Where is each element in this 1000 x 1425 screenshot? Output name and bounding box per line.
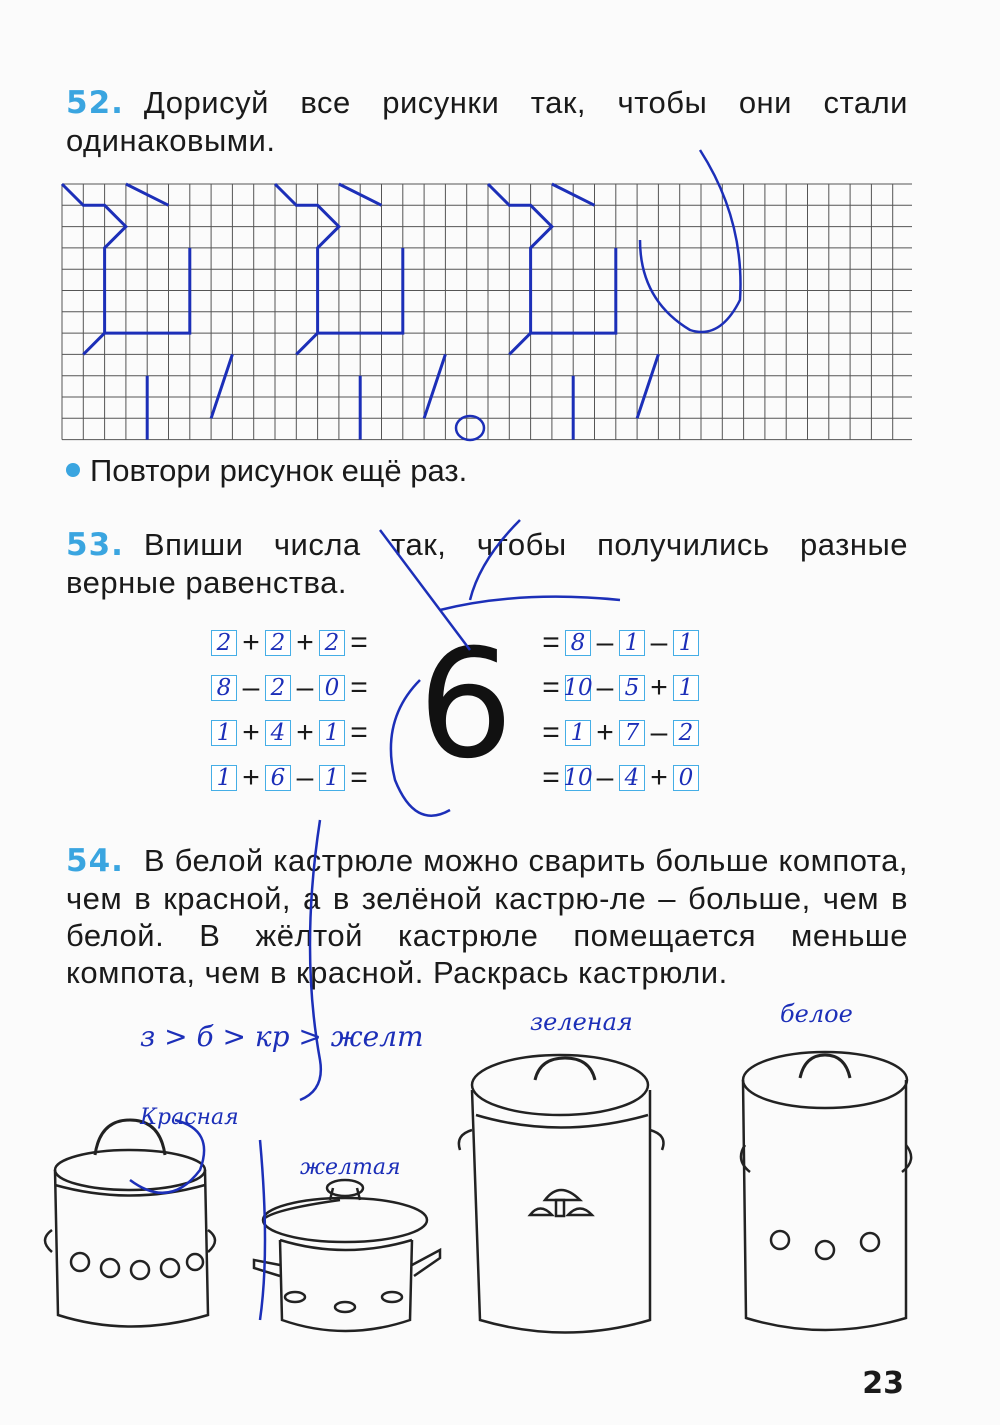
left-equation-row — [208, 761, 370, 795]
left-equation-row — [208, 716, 370, 750]
operator: + — [650, 671, 668, 704]
answer-box[interactable]: 2 — [319, 630, 345, 656]
pot-yellow[interactable] — [254, 1180, 440, 1331]
task-52 — [66, 84, 908, 159]
handwritten-yellow-label: желтая — [300, 1155, 401, 1180]
answer-box[interactable]: 2 — [265, 630, 291, 656]
answer-box[interactable]: 4 — [619, 765, 645, 791]
operator: = — [542, 626, 560, 659]
operator: + — [242, 716, 260, 749]
operator: + — [296, 716, 314, 749]
right-equation-row — [540, 761, 702, 795]
task-number: 52. — [66, 85, 124, 121]
answer-box[interactable]: 1 — [211, 765, 237, 791]
right-equation-row — [540, 626, 702, 660]
answer-box[interactable]: 6 — [265, 765, 291, 791]
answer-box[interactable]: 2 — [211, 630, 237, 656]
answer-box[interactable]: 1 — [673, 630, 699, 656]
operator: = — [542, 671, 560, 704]
right-equation-row — [540, 716, 702, 750]
answer-box[interactable]: 1 — [319, 765, 345, 791]
target-number: 6 — [418, 618, 514, 792]
operator: – — [596, 626, 614, 659]
operator: = — [350, 671, 368, 704]
pot-green[interactable] — [459, 1055, 664, 1333]
answer-box[interactable]: 1 — [319, 720, 345, 746]
answer-box[interactable]: 8 — [211, 675, 237, 701]
mushroom-decoration — [530, 1190, 592, 1216]
operator: – — [596, 761, 614, 794]
operator: – — [650, 626, 668, 659]
task-54 — [66, 842, 908, 991]
operator: + — [242, 761, 260, 794]
operator: – — [650, 716, 668, 749]
task-text: Дорисуй все рисунки так, чтобы они стали одинаковыми. — [66, 85, 908, 158]
handwritten-order: з > б > кр > желт — [140, 1020, 424, 1053]
left-equation-row — [208, 671, 370, 705]
bullet-icon — [66, 463, 80, 477]
operator: + — [596, 716, 614, 749]
operator: = — [350, 626, 368, 659]
answer-box[interactable]: 7 — [619, 720, 645, 746]
answer-box[interactable]: 0 — [673, 765, 699, 791]
operator: = — [542, 716, 560, 749]
task-53 — [66, 526, 908, 601]
pot-red[interactable] — [45, 1120, 215, 1327]
task-number: 53. — [66, 527, 124, 563]
answer-box[interactable]: 1 — [619, 630, 645, 656]
bullet-text: Повтори рисунок ещё раз. — [90, 453, 468, 488]
answer-box[interactable]: 4 — [265, 720, 291, 746]
operator: = — [350, 761, 368, 794]
operator: + — [650, 761, 668, 794]
answer-box[interactable]: 1 — [565, 720, 591, 746]
answer-box[interactable]: 1 — [673, 675, 699, 701]
answer-box[interactable]: 0 — [319, 675, 345, 701]
task-text: Впиши числа так, чтобы получились разные верные равенства. — [66, 527, 908, 600]
answer-box[interactable]: 10 — [563, 765, 593, 791]
operator: – — [296, 761, 314, 794]
pots-illustration — [40, 1020, 920, 1350]
drawing-grid[interactable] — [60, 182, 912, 444]
answer-box[interactable]: 2 — [673, 720, 699, 746]
answer-box[interactable]: 10 — [563, 675, 593, 701]
operator: = — [542, 761, 560, 794]
strawberry-decoration — [771, 1231, 879, 1259]
apple-decoration — [71, 1253, 203, 1279]
answer-box[interactable]: 1 — [211, 720, 237, 746]
handwritten-white-label: белое — [780, 1000, 853, 1028]
repeat-instruction — [66, 452, 467, 489]
task-number: 54. — [66, 843, 124, 879]
fish-decoration — [285, 1292, 402, 1312]
left-equation-row — [208, 626, 370, 660]
page-number: 23 — [862, 1366, 904, 1401]
operator: = — [350, 716, 368, 749]
operator: + — [242, 626, 260, 659]
answer-box[interactable]: 5 — [619, 675, 645, 701]
answer-box[interactable]: 2 — [265, 675, 291, 701]
handwritten-red-label: Красная — [140, 1105, 239, 1130]
operator: + — [296, 626, 314, 659]
right-equation-row — [540, 671, 702, 705]
handwritten-green-label: зеленая — [530, 1008, 633, 1036]
pot-white[interactable] — [741, 1052, 911, 1330]
answer-box[interactable]: 8 — [565, 630, 591, 656]
operator: – — [296, 671, 314, 704]
operator: – — [596, 671, 614, 704]
operator: – — [242, 671, 260, 704]
task-text: В белой кастрюле можно сварить больше компота, чем в красной, а в зелёной кастрю-ле – больше, чем в белой. В жёлтой кастрюле помещается меньше компота, чем в красной. Раскрась кастрюли. — [66, 843, 908, 990]
